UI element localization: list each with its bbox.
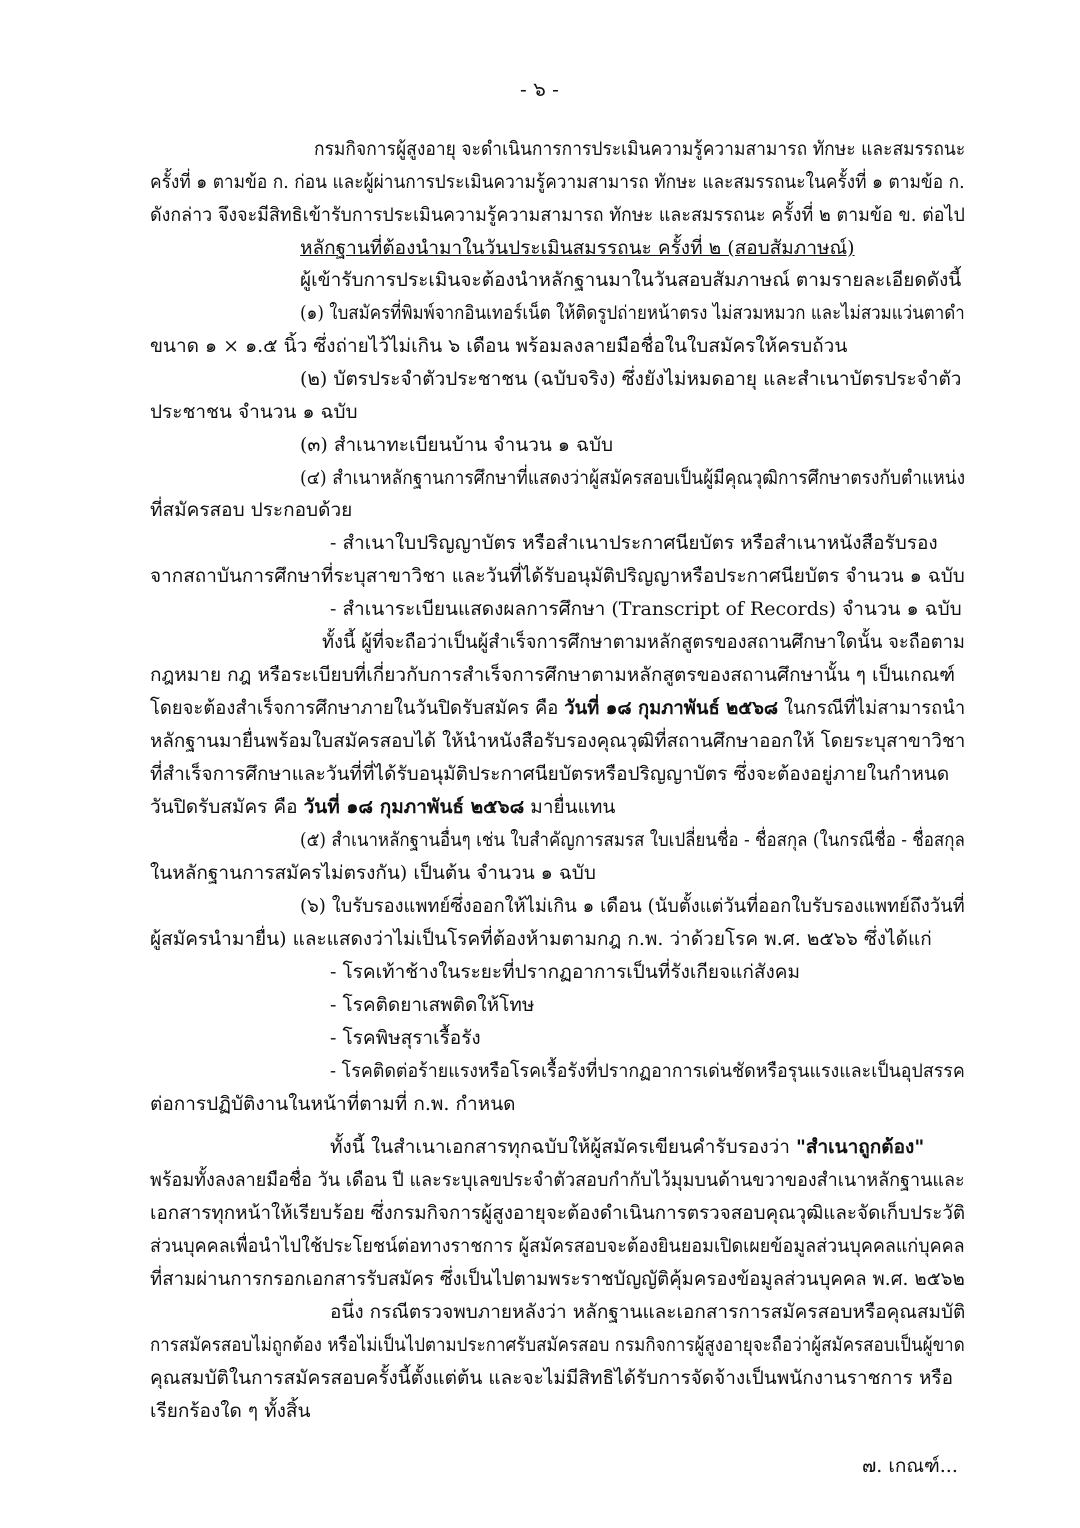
item-4-detail-2: - สำเนาระเบียนแสดงผลการศึกษา (Transcript of Records) จำนวน ๑ ฉบับ bbox=[330, 598, 962, 620]
item-4-note-5: ที่สำเร็จการศึกษาและวันที่ที่ได้รับอนุมัติประกาศนียบัตรหรือปริญญาบัตร ซึ่งจะต้องอยู่ภายในกำหนด bbox=[150, 763, 950, 785]
item-4-note-3a: โดยจะต้องสำเร็จการศึกษาภายในวันปิดรับสมัคร คือ bbox=[150, 697, 565, 719]
item-1-line-2: ขนาด ๑ × ๑.๕ นิ้ว ซึ่งถ่ายไว้ไม่เกิน ๖ เดือน พร้อมลงลายมือชื่อในใบสมัครให้ครบถ้วน bbox=[150, 335, 848, 357]
deadline-date: วันที่ ๑๘ กุมภาพันธ์ ๒๕๖๘ bbox=[564, 697, 779, 719]
item-6-disease-4a: - โรคติดต่อร้ายแรงหรือโรคเรื้อรังที่ปรากฏอาการเด่นชัดหรือรุนแรงและเป็นอุปสรรค bbox=[330, 1060, 965, 1082]
item-4-note-2: กฎหมาย กฎ หรือระเบียบที่เกี่ยวกับการสำเร็จการศึกษาตามหลักสูตรของสถานศึกษานั้น ๆ เป็นเกณฑ์ bbox=[150, 664, 955, 686]
item-4-note-6 bbox=[150, 794, 615, 820]
note-line-4: ส่วนบุคคลเพื่อนำไปใช้ประโยชน์ต่อทางราชการ ผู้สมัครสอบจะต้องยินยอมเปิดเผยข้อมูลส่วนบุคคลแก่บุคคล bbox=[150, 1235, 965, 1257]
note-line-1 bbox=[330, 1134, 924, 1160]
section-heading: หลักฐานที่ต้องนำมาในวันประเมินสมรรถนะ ครั้งที่ ๒ (สอบสัมภาษณ์) bbox=[300, 237, 855, 259]
item-6-line-1: (๖) ใบรับรองแพทย์ซึ่งออกให้ไม่เกิน ๑ เดือน (นับตั้งแต่วันที่ออกใบรับรองแพทย์ถึงวันที่ bbox=[300, 895, 965, 917]
intro-line-1: กรมกิจการผู้สูงอายุ จะดำเนินการการประเมินความรู้ความสามารถ ทักษะ และสมรรถนะ bbox=[314, 138, 966, 160]
item-3: (๓) สำเนาทะเบียนบ้าน จำนวน ๑ ฉบับ bbox=[300, 434, 614, 456]
final-line-1: อนึ่ง กรณีตรวจพบภายหลังว่า หลักฐานและเอกสารการสมัครสอบหรือคุณสมบัติ bbox=[330, 1301, 966, 1323]
item-4-note-3 bbox=[150, 695, 965, 721]
item-4-line-2: ที่สมัครสอบ ประกอบด้วย bbox=[150, 499, 353, 521]
page-number: - ๖ - bbox=[520, 77, 559, 101]
item-4-note-3c: ในกรณีที่ไม่สามารถนำ bbox=[778, 697, 966, 719]
certified-copy-phrase: "สำเนาถูกต้อง" bbox=[795, 1136, 925, 1158]
item-4-note-4: หลักฐานมายื่นพร้อมใบสมัครสอบได้ ให้นำหนังสือรับรองคุณวุฒิที่สถานศึกษาออกให้ โดยระบุสาขาวิชา bbox=[150, 730, 966, 752]
note-line-3: เอกสารทุกหน้าให้เรียบร้อย ซึ่งกรมกิจการผู้สูงอายุจะต้องดำเนินการตรวจสอบคุณวุฒิและจัดเก็บประวัติ bbox=[150, 1202, 966, 1224]
item-6-disease-3: - โรคพิษสุราเรื้อรัง bbox=[330, 1027, 481, 1049]
note-line-5: ที่สามผ่านการกรอกเอกสารรับสมัคร ซึ่งเป็นไปตามพระราชบัญญัติคุ้มครองข้อมูลส่วนบุคคล พ.ศ. ๒๕๖๒ bbox=[150, 1268, 965, 1290]
note-line-1a: ทั้งนี้ ในสำเนาเอกสารทุกฉบับให้ผู้สมัครเขียนคำรับรองว่า bbox=[330, 1136, 796, 1158]
item-4-note-1: ทั้งนี้ ผู้ที่จะถือว่าเป็นผู้สำเร็จการศึกษาตามหลักสูตรของสถานศึกษาใดนั้น จะถือตาม bbox=[322, 631, 965, 653]
item-4-line-1: (๔) สำเนาหลักฐานการศึกษาที่แสดงว่าผู้สมัครสอบเป็นผู้มีคุณวุฒิการศึกษาตรงกับตำแหน่ง bbox=[300, 467, 966, 489]
item-5-line-2: ในหลักฐานการสมัครไม่ตรงกัน) เป็นต้น จำนวน ๑ ฉบับ bbox=[150, 862, 596, 884]
item-6-disease-2: - โรคติดยาเสพติดให้โทษ bbox=[330, 994, 535, 1016]
lead-paragraph: ผู้เข้ารับการประเมินจะต้องนำหลักฐานมาในวันสอบสัมภาษณ์ ตามรายละเอียดดังนี้ bbox=[300, 269, 962, 291]
final-line-4: เรียกร้องใด ๆ ทั้งสิ้น bbox=[150, 1400, 311, 1422]
final-line-2: การสมัครสอบไม่ถูกต้อง หรือไม่เป็นไปตามประกาศรับสมัครสอบ กรมกิจการผู้สูงอายุจะถือว่าผู้สมัครสอบเป็นผู้ขาด bbox=[150, 1334, 965, 1356]
intro-line-3: ดังกล่าว จึงจะมีสิทธิเข้ารับการประเมินความรู้ความสามารถ ทักษะ และสมรรถนะ ครั้งที่ ๒ ตามข้อ ข. ต่อไป bbox=[150, 204, 965, 226]
item-4-detail-1b: จากสถาบันการศึกษาที่ระบุสาขาวิชา และวันที่ได้รับอนุมัติปริญญาหรือประกาศนียบัตร จำนวน ๑ ฉบับ bbox=[150, 565, 965, 587]
item-6-disease-4b: ต่อการปฏิบัติงานในหน้าที่ตามที่ ก.พ. กำหนด bbox=[150, 1093, 516, 1115]
continuation-footer: ๗. เกณฑ์... bbox=[862, 1455, 958, 1477]
item-2-line-1: (๒) บัตรประจำตัวประชาชน (ฉบับจริง) ซึ่งยังไม่หมดอายุ และสำเนาบัตรประจำตัว bbox=[300, 368, 962, 390]
intro-line-2: ครั้งที่ ๑ ตามข้อ ก. ก่อน และผู้ผ่านการประเมินความรู้ความสามารถ ทักษะ และสมรรถนะในครั้งที่ ๑ ตามข้อ ก. bbox=[150, 171, 965, 193]
item-4-detail-1a: - สำเนาใบปริญญาบัตร หรือสำเนาประกาศนียบัตร หรือสำเนาหนังสือรับรอง bbox=[330, 532, 938, 554]
item-2-line-2: ประชาชน จำนวน ๑ ฉบับ bbox=[150, 401, 358, 423]
item-6-line-2: ผู้สมัครนำมายื่น) และแสดงว่าไม่เป็นโรคที่ต้องห้ามตามกฎ ก.พ. ว่าด้วยโรค พ.ศ. ๒๕๖๖ ซึ่งได้แก่ bbox=[150, 928, 932, 950]
item-6-disease-1: - โรคเท้าช้างในระยะที่ปรากฏอาการเป็นที่รังเกียจแก่สังคม bbox=[330, 961, 800, 983]
item-4-note-6c: มายื่นแทน bbox=[524, 796, 616, 818]
item-5-line-1: (๕) สำเนาหลักฐานอื่นๆ เช่น ใบสำคัญการสมรส ใบเปลี่ยนชื่อ - ชื่อสกุล (ในกรณีชื่อ - ชื่อสกุล bbox=[300, 829, 965, 851]
item-1-line-1: (๑) ใบสมัครที่พิมพ์จากอินเทอร์เน็ต ให้ติดรูปถ่ายหน้าตรง ไม่สวมหมวก และไม่สวมแว่นตาดำ bbox=[300, 302, 965, 324]
deadline-date-2: วันที่ ๑๘ กุมภาพันธ์ ๒๕๖๘ bbox=[303, 796, 525, 818]
note-line-2: พร้อมทั้งลงลายมือชื่อ วัน เดือน ปี และระบุเลขประจำตัวสอบกำกับไว้มุมบนด้านขวาของสำเนาหลักฐานและ bbox=[150, 1169, 965, 1191]
final-line-3: คุณสมบัติในการสมัครสอบครั้งนี้ตั้งแต่ต้น และจะไม่มีสิทธิได้รับการจัดจ้างเป็นพนักงานราชการ หรือ bbox=[150, 1367, 954, 1389]
item-4-note-6a: วันปิดรับสมัคร คือ bbox=[150, 796, 304, 818]
